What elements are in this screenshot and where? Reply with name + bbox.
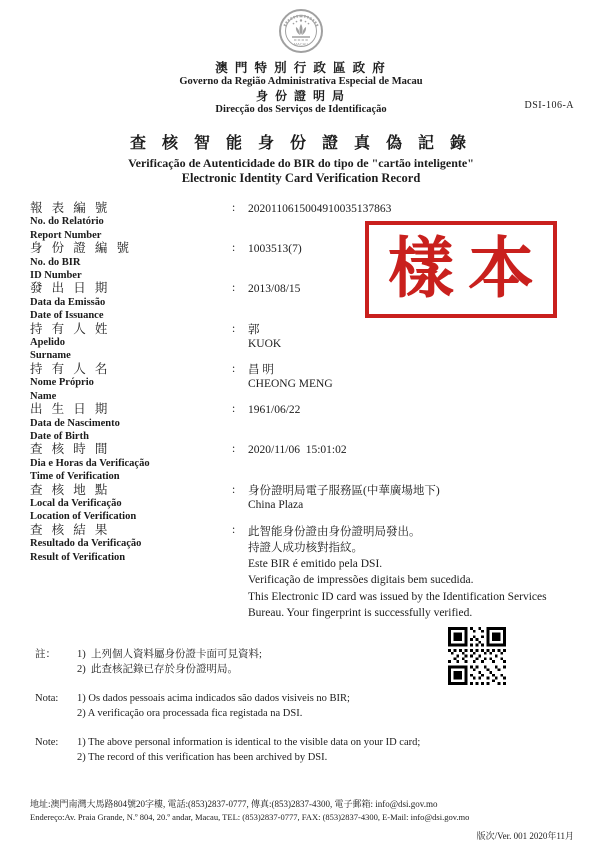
field-row-location-of-verification — [30, 484, 574, 524]
colon: : — [232, 523, 236, 536]
field-label-pt: Apelido — [30, 337, 66, 349]
colon: : — [232, 322, 236, 335]
field-label-en: Report Number — [30, 229, 102, 241]
field-label-zh: 查 核 地 點 — [30, 482, 111, 497]
field-value: This Electronic ID card was issued by the Identification Services — [248, 590, 547, 603]
colon: : — [232, 483, 236, 496]
field-value: 2013/08/15 — [248, 283, 301, 296]
note-item: 1) The above personal information is identical to the visible data on your ID card; — [77, 736, 421, 748]
sample-stamp-text: 樣本 — [388, 232, 548, 306]
field-value: Bureau. Your fingerprint is successfully verified. — [248, 606, 473, 619]
field-value: Este BIR é emitido pela DSI. — [248, 558, 383, 571]
colon: : — [232, 282, 236, 295]
note-item: 1) 上列個人資料屬身份證卡面可見資料; — [77, 648, 262, 660]
field-label-en: ID Number — [30, 270, 82, 282]
title-pt: Verificação de Autenticidade do BIR do tipo de "cartão inteligente" — [128, 156, 474, 170]
field-value: Verificação de impressões digitais bem sucedida. — [248, 574, 474, 587]
svg-text:MACAU: MACAU — [293, 41, 309, 47]
field-label-zh: 持 有 人 姓 — [30, 321, 111, 336]
title-en: Electronic Identity Card Verification Record — [181, 171, 421, 185]
footer-address-zh: 地址:澳門南灣大馬路804號20字樓, 電話:(853)2837-0777, 傳真:(853)2837-4300, 電子郵箱: info@dsi.gov.mo — [30, 799, 438, 809]
field-label-pt: No. do Relatório — [30, 216, 104, 228]
note-item: 2) The record of this verification has been archived by DSI. — [77, 752, 328, 764]
colon: : — [232, 362, 236, 375]
field-value: 持證人成功核對指紋。 — [248, 541, 363, 554]
field-value: 2020/11/06 15:01:02 — [248, 444, 347, 457]
field-row-time-of-verification — [30, 443, 574, 483]
field-row-surname — [30, 323, 574, 363]
footer-version: 版次/Ver. 001 2020年11月 — [476, 831, 574, 841]
colon: : — [232, 202, 236, 214]
field-label-en: Location of Verification — [30, 511, 137, 523]
field-label-en: Time of Verification — [30, 471, 120, 483]
note-label: Nota: — [35, 692, 59, 704]
title-zh: 查 核 智 能 身 份 證 真 偽 記 錄 — [129, 135, 472, 152]
colon: : — [232, 443, 236, 456]
note-item: 1) Os dados pessoais acima indicados são dados visiveis no BIR; — [77, 692, 350, 704]
note-item: 2) A verificação ora processada fica registada na DSI. — [77, 708, 303, 720]
field-label-zh: 報 表 編 號 — [30, 201, 111, 215]
note-label: 註： — [35, 648, 56, 660]
header-government-zh: 澳 門 特 別 行 政 區 政 府 — [215, 61, 387, 75]
document-title — [0, 130, 602, 186]
field-label-pt: Resultado da Verificação — [30, 538, 142, 550]
sample-stamp — [365, 221, 557, 318]
field-label-zh: 出 生 日 期 — [30, 402, 111, 417]
header-department-zh: 身 份 證 明 局 — [255, 89, 346, 103]
document-footer — [30, 797, 574, 842]
field-value: 1003513(7) — [248, 243, 302, 256]
footer-address-pt: Endereço:Av. Praia Grande, N.º 804, 20.º andar, Macau, TEL: (853)2837-0777, FAX: (853)2837-4300, E-Mail: info@dsi.gov.mo — [30, 812, 470, 822]
field-label-en: Date of Issuance — [30, 310, 104, 322]
document-header — [0, 0, 602, 115]
header-government-pt: Governo da Região Administrativa Especial de Macau — [179, 76, 423, 87]
note-item: 2) 此查核記錄已存於身份證明局。 — [77, 664, 238, 676]
field-value: 1961/06/22 — [248, 404, 301, 417]
field-value: 郭 — [248, 323, 260, 336]
note-group-pt — [35, 691, 574, 722]
field-value: China Plaza — [248, 498, 304, 511]
colon: : — [232, 242, 236, 255]
header-department-pt: Direcção dos Serviços de Identificação — [215, 104, 387, 115]
field-label-pt: Dia e Horas da Verificação — [30, 457, 150, 469]
form-code: DSI-106-A — [524, 100, 574, 111]
field-label-en: Name — [30, 390, 57, 402]
field-value: 2020110615004910035137863 — [248, 203, 392, 215]
field-label-en: Date of Birth — [30, 430, 89, 442]
macau-government-emblem-icon — [277, 7, 325, 55]
field-row-result-of-verification — [30, 524, 574, 621]
note-label: Note: — [35, 736, 59, 748]
field-label-zh: 持 有 人 名 — [30, 361, 111, 376]
field-label-pt: Data da Emissão — [30, 296, 106, 308]
field-label-zh: 查 核 結 果 — [30, 522, 111, 537]
field-value: 身份證明局電子服務區(中華廣場地下) — [248, 484, 440, 497]
field-label-zh: 身 份 證 編 號 — [30, 241, 133, 256]
field-label-zh: 查 核 時 間 — [30, 442, 111, 457]
field-label-en: Result of Verification — [30, 551, 126, 563]
field-value: KUOK — [248, 337, 282, 350]
field-value: CHEONG MENG — [248, 377, 333, 390]
colon: : — [232, 403, 236, 416]
field-value: 昌 明 — [248, 363, 274, 376]
field-row-date-of-birth — [30, 403, 574, 443]
field-label-en: Surname — [30, 350, 71, 362]
field-label-pt: Local da Verificação — [30, 497, 122, 509]
field-row-name — [30, 363, 574, 403]
field-value: 此智能身份證由身份證明局發出。 — [248, 525, 421, 538]
field-label-pt: Data de Nascimento — [30, 417, 120, 429]
field-label-zh: 發 出 日 期 — [30, 281, 111, 296]
field-label-pt: No. do BIR — [30, 256, 81, 268]
field-label-pt: Nome Próprio — [30, 377, 94, 389]
note-group-en — [35, 735, 574, 766]
qr-code — [448, 627, 506, 685]
